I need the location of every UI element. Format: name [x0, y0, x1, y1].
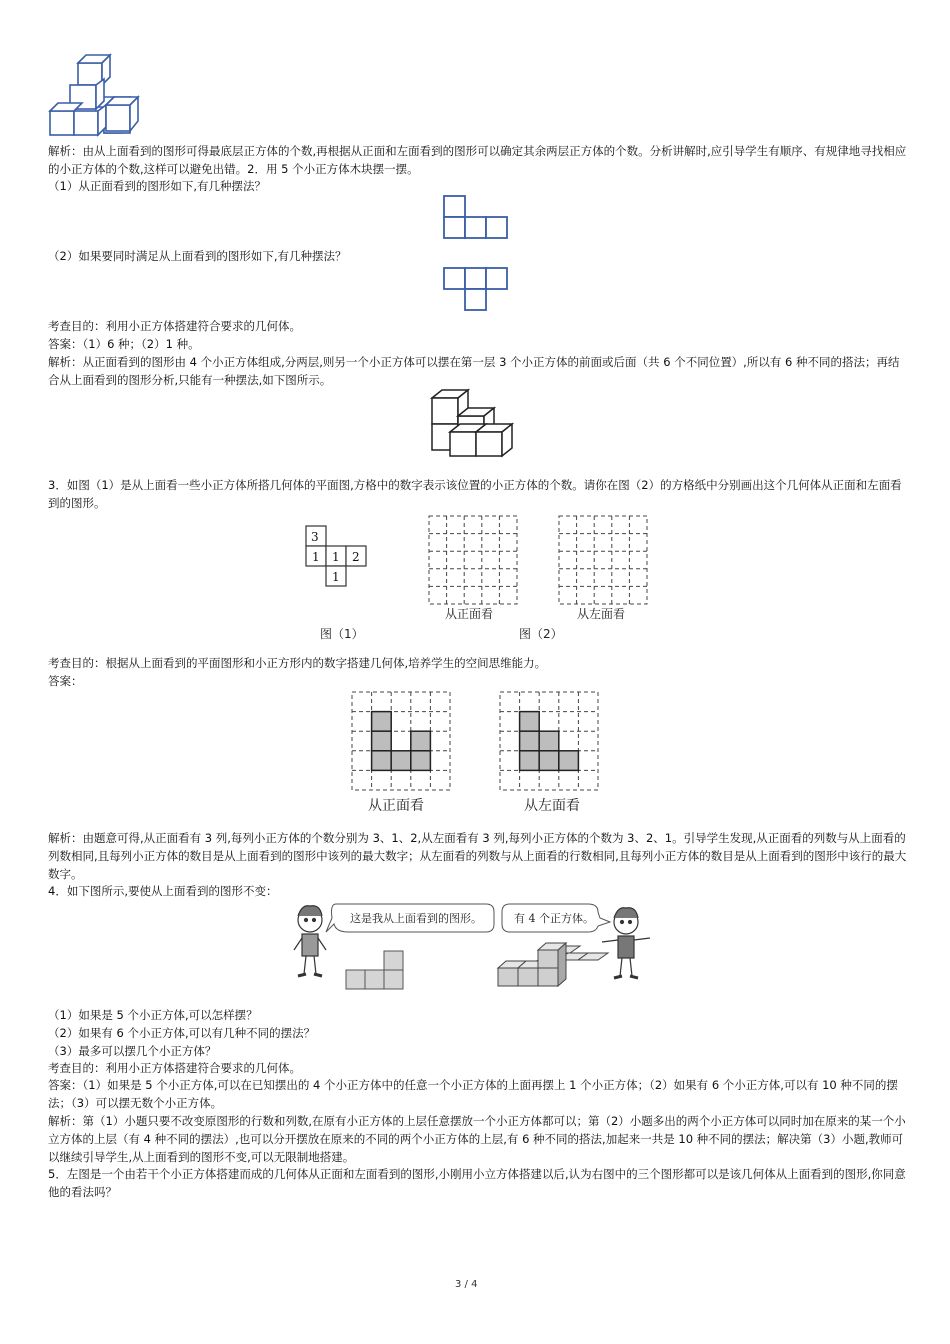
q2-sub1: （1）从正面看到的图形如下,有几种摆法？	[48, 179, 266, 193]
q2-front-view-figure	[443, 195, 509, 239]
answer-label-left: 从左面看	[524, 798, 580, 814]
q3-figure-1	[300, 520, 390, 645]
grid-number: 1	[332, 550, 340, 564]
q3-answer-figure	[348, 688, 608, 818]
q2-answer: 答案：（1）6 种；（2）1 种。	[48, 337, 200, 351]
q3-analysis: 解析：由题意可得,从正面看有 3 列,每列小正方体的个数分别为 3、1、2,从左面看有 3 列,每列小正方体的个数为 3、2、1。引导学生发现,从正面看的列数与从上面看的列数相同,且每列小正方体的数目是从上面看到的图形中该列的最大数字；从左面看的列数与从上面看的行数相同,且每列小正方体的数目是从上面看到的图形中该行的最大数字。	[48, 831, 907, 881]
front-answer-grid	[352, 692, 450, 790]
q4-answer: 答案：（1）如果是 5 个小正方体,可以在已知摆出的 4 个小正方体中的任意一个小正方体的上面再摆上 1 个小正方体；（2）如果有 6 个小正方体,可以有 10 种不同的摆法；（3）可以摆无数个小正方体。	[48, 1078, 898, 1110]
front-empty-grid	[429, 516, 517, 604]
q5-question: 5．左图是一个由若干个小正方体搭建而成的几何体从正面和左面看到的图形,小刚用小立方体搭建以后,认为右图中的三个图形都可以是该几何体从上面看到的图形,你同意他的看法吗？	[48, 1167, 906, 1199]
q4-analysis: 解析：第（1）小题只要不改变原图形的行数和列数,在原有小正方体的上层任意摆放一个小正方体都可以；第（2）小题多出的两个小正方体可以同时加在原来的某一个小立方体的上层（有 4 种不同的摆法）,也可以分开摆放在原来的不同的两个小正方体的上层,有 6 种不同的搭法,加起来一共是 10 种不同的摆法；解决第（3）小题,教师可以继续引导学生,从上面看到的图形不变,可以无限制地搭建。	[48, 1114, 906, 1164]
q3-question: 3．如图（1）是从上面看一些小正方体所搭几何体的平面图,方格中的数字表示该位置的小正方体的个数。请你在图（2）的方格纸中分别画出这个几何体从正面和左面看到的图形。	[48, 478, 902, 510]
q4-sub2: （2）如果有 6 个小正方体,可以有几种不同的摆法？	[48, 1026, 316, 1040]
figure-1-caption: 图（1）	[320, 627, 364, 641]
q4-sub1: （1）如果是 5 个小正方体,可以怎样摆？	[48, 1008, 258, 1022]
page-number: 3 / 4	[455, 1279, 478, 1290]
right-bubble-text: 有 4 个正方体。	[514, 912, 594, 925]
label-front-view: 从正面看	[445, 607, 494, 621]
right-boy-figure	[602, 908, 650, 978]
left-empty-grid	[559, 516, 647, 604]
grid-number: 1	[332, 570, 340, 584]
top-view-shape	[346, 951, 403, 989]
q4-figure	[288, 898, 663, 993]
answer-label-front: 从正面看	[368, 798, 424, 814]
q4-purpose: 考查目的：利用小正方体搭建符合要求的几何体。	[48, 1061, 301, 1075]
label-left-view: 从左面看	[577, 607, 626, 621]
q4-sub3: （3）最多可以摆几个小正方体？	[48, 1044, 217, 1058]
q2-analysis: 解析：从正面看到的图形由 4 个小正方体组成,分两层,则另一个小正方体可以摆在第一层 3 个小正方体的前面或后面（共 6 个不同位置）,所以有 6 种不同的搭法；再结合从上面看到的图形分析,只能有一种摆法,如下图所示。	[48, 355, 900, 387]
q4-question: 4．如下图所示,要使从上面看到的图形不变：	[48, 884, 278, 898]
left-boy-figure	[294, 906, 326, 976]
grid-number: 2	[352, 550, 360, 564]
q3-answer-label: 答案：	[48, 674, 83, 688]
grid-number: 1	[312, 550, 320, 564]
q2-sub2: （2）如果要同时满足从上面看到的图形如下,有几种摆法？	[48, 249, 347, 263]
q2-top-view-figure	[443, 267, 509, 311]
front-answer-shape	[372, 712, 431, 771]
left-bubble-text: 这是我从上面看到的图形。	[350, 912, 482, 925]
q2-solution-cubes-figure	[428, 388, 520, 458]
four-cubes-3d	[498, 943, 608, 986]
figure-2-caption: 图（2）	[519, 627, 563, 641]
q3-purpose: 考查目的：根据从上面看到的平面图形和小正方形内的数字搭建几何体,培养学生的空间思维能力。	[48, 656, 547, 670]
q3-figure-2	[425, 512, 655, 645]
cube-stack-figure	[48, 55, 138, 139]
q2-purpose: 考查目的：利用小正方体搭建符合要求的几何体。	[48, 319, 301, 333]
left-answer-shape	[520, 712, 579, 771]
grid-number: 3	[311, 530, 319, 544]
q1-analysis: 解析：由从上面看到的图形可得最底层正方体的个数,再根据从正面和左面看到的图形可以确定其余两层正方体的个数。分析讲解时,应引导学生有顺序、有规律地寻找相应的小正方体的个数,这样可以避免出错。2．用 5 个小正方体木块摆一摆。	[48, 144, 907, 176]
